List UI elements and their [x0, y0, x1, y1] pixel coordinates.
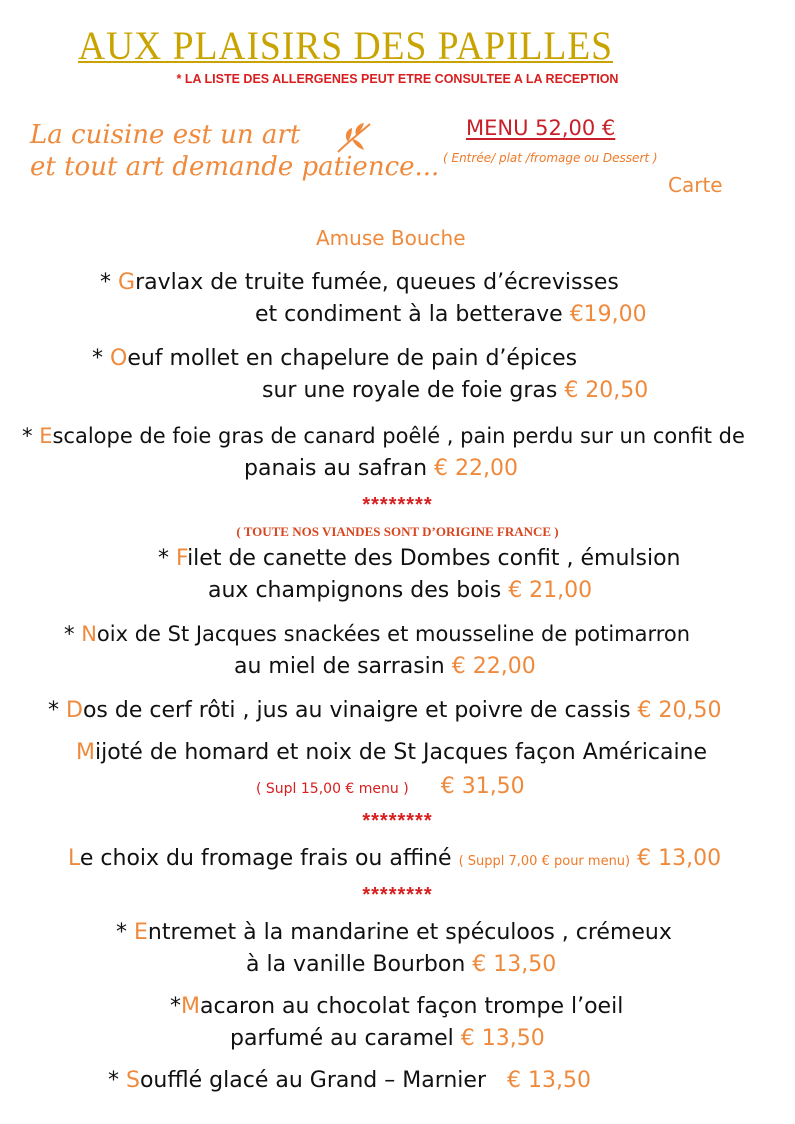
dessert-2-line-1: *Macaron au chocolat façon trompe l’oeil — [170, 994, 624, 1019]
starter-1-line-2: et condiment à la betterave €19,00 — [255, 302, 647, 327]
dessert-1-line-2: à la vanille Bourbon € 13,50 — [246, 952, 557, 977]
carte-label: Carte — [668, 173, 723, 197]
slogan-line-2: et tout art demande patience... — [30, 152, 440, 182]
slogan-line-1: La cuisine est un art — [30, 120, 301, 150]
main-2-line-2: au miel de sarrasin € 22,00 — [234, 654, 536, 679]
main-2-line-1: * Noix de St Jacques snackées et mousseline de potimarron — [64, 622, 691, 646]
dessert-1-price: € 13,50 — [472, 952, 557, 977]
leaf-ornament-icon — [334, 118, 374, 158]
menu-subtitle: ( Entrée/ plat /fromage ou Dessert ) — [443, 151, 658, 165]
starter-1-line-1: * Gravlax de truite fumée, queues d’écrevisses — [100, 270, 619, 295]
restaurant-title: AUX PLAISIRS DES PAPILLES — [78, 23, 614, 68]
dessert-3-line: * Soufflé glacé au Grand – Marnier € 13,50 — [108, 1068, 591, 1093]
main-3-line: * Dos de cerf rôti , jus au vinaigre et poivre de cassis € 20,50 — [48, 698, 722, 723]
cheese-line: Le choix du fromage frais ou affiné ( Suppl 7,00 € pour menu) € 13,00 — [68, 846, 722, 871]
cheese-price: € 13,00 — [637, 846, 722, 871]
main-1-line-1: * Filet de canette des Dombes confit , émulsion — [158, 546, 681, 571]
starter-2-line-1: * Oeuf mollet en chapelure de pain d’épices — [92, 346, 578, 371]
main-4-supplement: ( Supl 15,00 € menu ) — [256, 781, 409, 797]
separator-2: ******** — [362, 810, 433, 832]
dessert-1-line-1: * Entremet à la mandarine et spéculoos , crémeux — [116, 920, 672, 945]
dessert-2-line-2: parfumé au caramel € 13,50 — [230, 1026, 545, 1051]
dessert-2-price: € 13,50 — [460, 1026, 545, 1051]
main-1-line-2: aux champignons des bois € 21,00 — [208, 578, 593, 603]
main-1-price: € 21,00 — [508, 578, 593, 603]
main-4-line-1: Mijoté de homard et noix de St Jacques façon Américaine — [76, 740, 708, 765]
cheese-supplement: ( Suppl 7,00 € pour menu) — [458, 854, 631, 869]
dessert-3-price: € 13,50 — [507, 1068, 591, 1093]
starter-2-line-2: sur une royale de foie gras € 20,50 — [262, 378, 649, 403]
starter-3-price: € 22,00 — [434, 456, 518, 481]
main-3-price: € 20,50 — [637, 698, 722, 723]
amuse-bouche-heading: Amuse Bouche — [316, 226, 466, 250]
allergen-notice: * LA LISTE DES ALLERGENES PEUT ETRE CONSULTEE A LA RECEPTION — [176, 72, 619, 86]
starter-3-line-1: * Escalope de foie gras de canard poêlé , pain perdu sur un confit de — [22, 424, 745, 448]
main-2-price: € 22,00 — [451, 654, 536, 679]
starter-3-line-2: panais au safran € 22,00 — [244, 456, 518, 481]
main-4-price: € 31,50 — [440, 774, 525, 799]
separator-3: ******** — [362, 884, 433, 906]
main-4-line-2 — [256, 774, 525, 799]
starter-2-price: € 20,50 — [564, 378, 649, 403]
origin-note: ( TOUTE NOS VIANDES SONT D’ORIGINE FRANCE ) — [236, 524, 559, 539]
separator-1: ******** — [362, 494, 433, 516]
menu-price: MENU 52,00 € — [466, 116, 616, 140]
starter-1-price: €19,00 — [569, 302, 647, 327]
